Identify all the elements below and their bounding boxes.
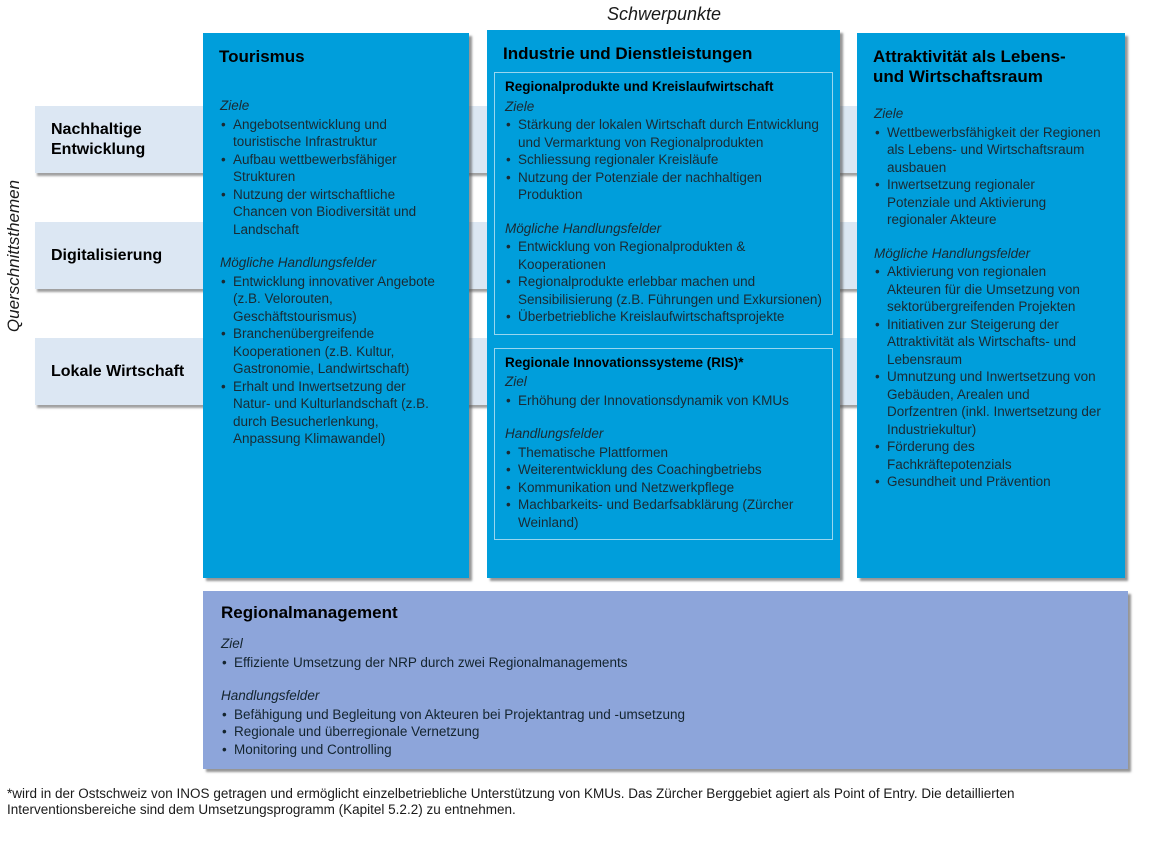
cross-themes-axis-label: Querschnittsthemen <box>4 179 23 333</box>
bullet-item: • Nutzung der Potenziale der nachhaltigen Produktion <box>505 169 824 204</box>
subbox-title: Regionale Innovationssysteme (RIS)* <box>505 354 744 370</box>
column-body <box>203 97 469 448</box>
section-label-ziele: Ziele <box>874 106 904 121</box>
bullet-item: • Förderung des Fachkräftepotenzials <box>874 438 1101 473</box>
column-title: Attraktivität als Lebens- und Wirtschaftsraum <box>873 47 1066 86</box>
section-label-ziel: Ziel <box>221 636 243 651</box>
box-body <box>203 635 1128 758</box>
bullet-list-handlungsfelder <box>874 263 1101 491</box>
column-title: Industrie und Dienstleistungen <box>503 44 753 63</box>
bullet-item: • Nutzung der wirtschaftliche Chancen von Biodiversität und Landschaft <box>220 186 445 239</box>
bullet-item: • Effiziente Umsetzung der NRP durch zwei Regionalmanagements <box>221 654 1110 672</box>
bullet-list-handlungsfelder <box>505 238 824 326</box>
bullet-list-ziele <box>220 116 445 239</box>
bullet-item: • Gesundheit und Prävention <box>874 473 1101 491</box>
bullet-item: • Aufbau wettbewerbsfähiger Strukturen <box>220 151 445 186</box>
section-label-handlungsfelder: Mögliche Handlungsfelder <box>505 220 662 236</box>
bullet-item: • Entwicklung innovativer Angebote (z.B. Velorouten, Geschäftstourismus) <box>220 273 445 326</box>
box-regionalmanagement <box>203 591 1128 769</box>
bullet-item: • Regionale und überregionale Vernetzung <box>221 723 1110 741</box>
bullet-item: • Weiterentwicklung des Coachingbetriebs <box>505 461 824 479</box>
bullet-item: • Monitoring und Controlling <box>221 741 1110 759</box>
bullet-item: • Inwertsetzung regionaler Potenziale und Aktivierung regionaler Akteure <box>874 176 1101 229</box>
bullet-item: • Wettbewerbsfähigkeit der Regionen als Lebens- und Wirtschaftsraum ausbauen <box>874 124 1101 177</box>
bullet-item: • Überbetriebliche Kreislaufwirtschaftsprojekte <box>505 308 824 326</box>
bullet-item: • Branchenübergreifende Kooperationen (z.B. Kultur, Gastronomie, Landwirtschaft) <box>220 325 445 378</box>
bullet-item: • Umnutzung und Inwertsetzung von Gebäuden, Arealen und Dorfzentren (inkl. Inwertsetzung der Industriekultur) <box>874 368 1101 438</box>
bullet-list-ziele <box>505 116 824 204</box>
bullet-item: • Machbarkeits- und Bedarfsabklärung (Zürcher Weinland) <box>505 496 824 531</box>
bullet-item: • Befähigung und Begleitung von Akteuren bei Projektantrag und -umsetzung <box>221 706 1110 724</box>
bullet-list-ziele <box>874 124 1101 229</box>
subbox-regionalprodukte <box>494 72 833 335</box>
column-title: Tourismus <box>219 47 305 66</box>
column-tourismus <box>203 33 469 578</box>
band-label: Digitalisierung <box>51 246 163 264</box>
section-label-ziel: Ziel <box>505 374 527 389</box>
bullet-list-handlungsfelder <box>220 273 445 448</box>
bullet-item: • Regionalprodukte erlebbar machen und Sensibilisierung (z.B. Führungen und Exkursionen) <box>505 273 824 308</box>
footnote: *wird in der Ostschweiz von INOS getragen und ermöglicht einzelbetriebliche Unterstützung von KMUs. Das Zürcher Berggebiet agiert als Point of Entry. Die detaillierten Interventionsbereiche sind dem Umsetzungsprogramm (Kapitel 5.2.2) zu entnehmen. <box>7 786 1015 817</box>
bullet-item: • Aktivierung von regionalen Akteuren für die Umsetzung von sektorübergreifenden Projekten <box>874 263 1101 316</box>
subbox-ris <box>494 348 833 541</box>
section-label-ziele: Ziele <box>220 98 250 113</box>
diagram-title: Schwerpunkte <box>606 4 722 24</box>
box-title: Regionalmanagement <box>221 603 398 622</box>
bullet-item: • Stärkung der lokalen Wirtschaft durch Entwicklung und Vermarktung von Regionalprodukten <box>505 116 824 151</box>
band-label: Nachhaltige Entwicklung <box>51 120 146 158</box>
bullet-list-handlungsfelder <box>221 706 1110 759</box>
section-label-handlungsfelder: Handlungsfelder <box>221 688 320 703</box>
section-label-handlungsfelder: Handlungsfelder <box>505 426 604 441</box>
bullet-item: • Entwicklung von Regionalprodukten & Kooperationen <box>505 238 824 273</box>
bullet-item: • Angebotsentwicklung und touristische Infrastruktur <box>220 116 445 151</box>
section-label-ziele: Ziele <box>505 98 535 114</box>
bullet-list-handlungsfelder <box>505 444 824 532</box>
bullet-item: • Erhöhung der Innovationsdynamik von KMUs <box>505 392 824 410</box>
subbox-title: Regionalprodukte und Kreislaufwirtschaft <box>505 79 774 94</box>
column-industrie-dienstleistungen <box>487 30 840 578</box>
band-label: Lokale Wirtschaft <box>51 362 185 380</box>
column-body <box>857 105 1125 491</box>
bullet-item: • Kommunikation und Netzwerkpflege <box>505 479 824 497</box>
column-attraktivitaet <box>857 33 1125 578</box>
bullet-item: • Initiativen zur Steigerung der Attraktivität als Wirtschafts- und Lebensraum <box>874 316 1101 369</box>
section-label-handlungsfelder: Mögliche Handlungsfelder <box>874 245 1031 261</box>
bullet-item: • Erhalt und Inwertsetzung der Natur- und Kulturlandschaft (z.B. durch Besucherlenkung, Anpassung Klimawandel) <box>220 378 445 448</box>
bullet-item: • Thematische Plattformen <box>505 444 824 462</box>
bullet-item: • Schliessung regionaler Kreisläufe <box>505 151 824 169</box>
bullet-list-ziel <box>505 392 824 410</box>
section-label-handlungsfelder: Mögliche Handlungsfelder <box>220 255 377 270</box>
bullet-list-ziel <box>221 654 1110 672</box>
